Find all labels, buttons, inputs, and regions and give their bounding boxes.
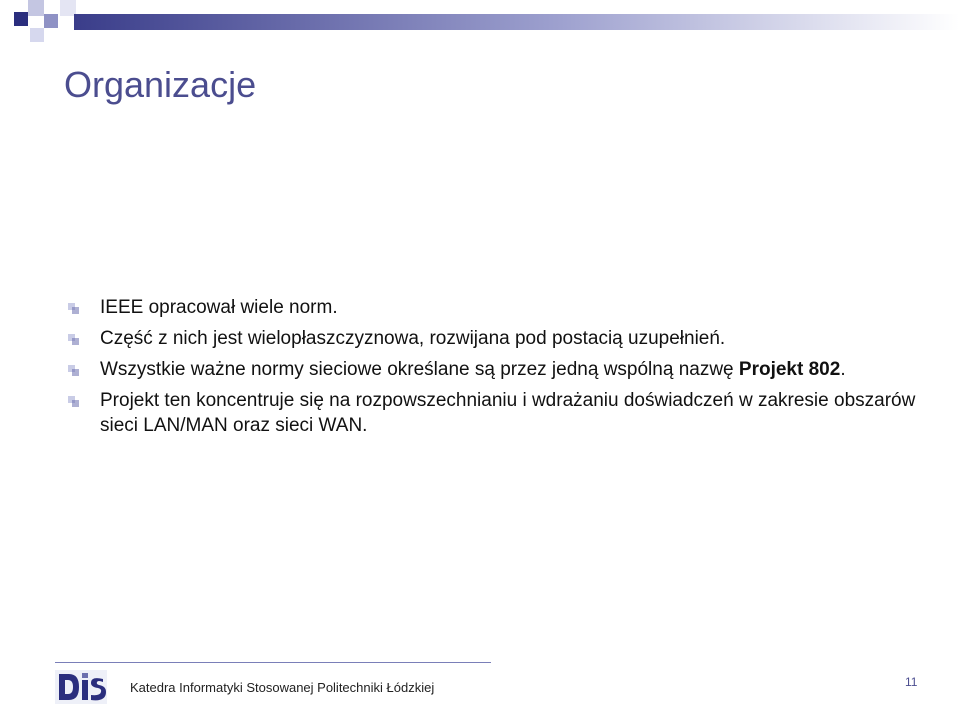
slide-title: Organizacje <box>64 64 257 105</box>
kis-logo-icon <box>55 670 107 704</box>
header-decoration <box>0 0 959 60</box>
bullet-text-bold: Projekt 802 <box>738 359 841 380</box>
bullet-list <box>68 295 948 444</box>
footer-institution: Katedra Informatyki Stosowanej Politechniki Łódzkiej <box>130 680 435 695</box>
bullet-square-icon <box>68 334 79 345</box>
bullet-item <box>68 295 948 320</box>
bullet-item <box>68 357 948 382</box>
page-number: 11 <box>905 675 918 689</box>
bullet-text: Projekt ten koncentruje się na rozpowszechnianiu i wdrażaniu doświadczeń w zakresie obszarów sieci LAN/MAN oraz sieci WAN. <box>100 390 916 436</box>
bullet-square-icon <box>68 396 79 407</box>
bullet-item <box>68 326 948 351</box>
bullet-text-end: . <box>840 359 846 380</box>
bullet-item <box>68 388 948 438</box>
bullet-square-icon <box>68 365 79 376</box>
footer-divider <box>55 662 491 663</box>
bullet-text: IEEE opracował wiele norm. <box>100 297 338 318</box>
bullet-text: Część z nich jest wielopłaszczyznowa, rozwijana pod postacią uzupełnień. <box>100 328 726 349</box>
bullet-square-icon <box>68 303 79 314</box>
bullet-text: Wszystkie ważne normy sieciowe określane są przez jedną wspólną nazwę <box>100 359 739 380</box>
